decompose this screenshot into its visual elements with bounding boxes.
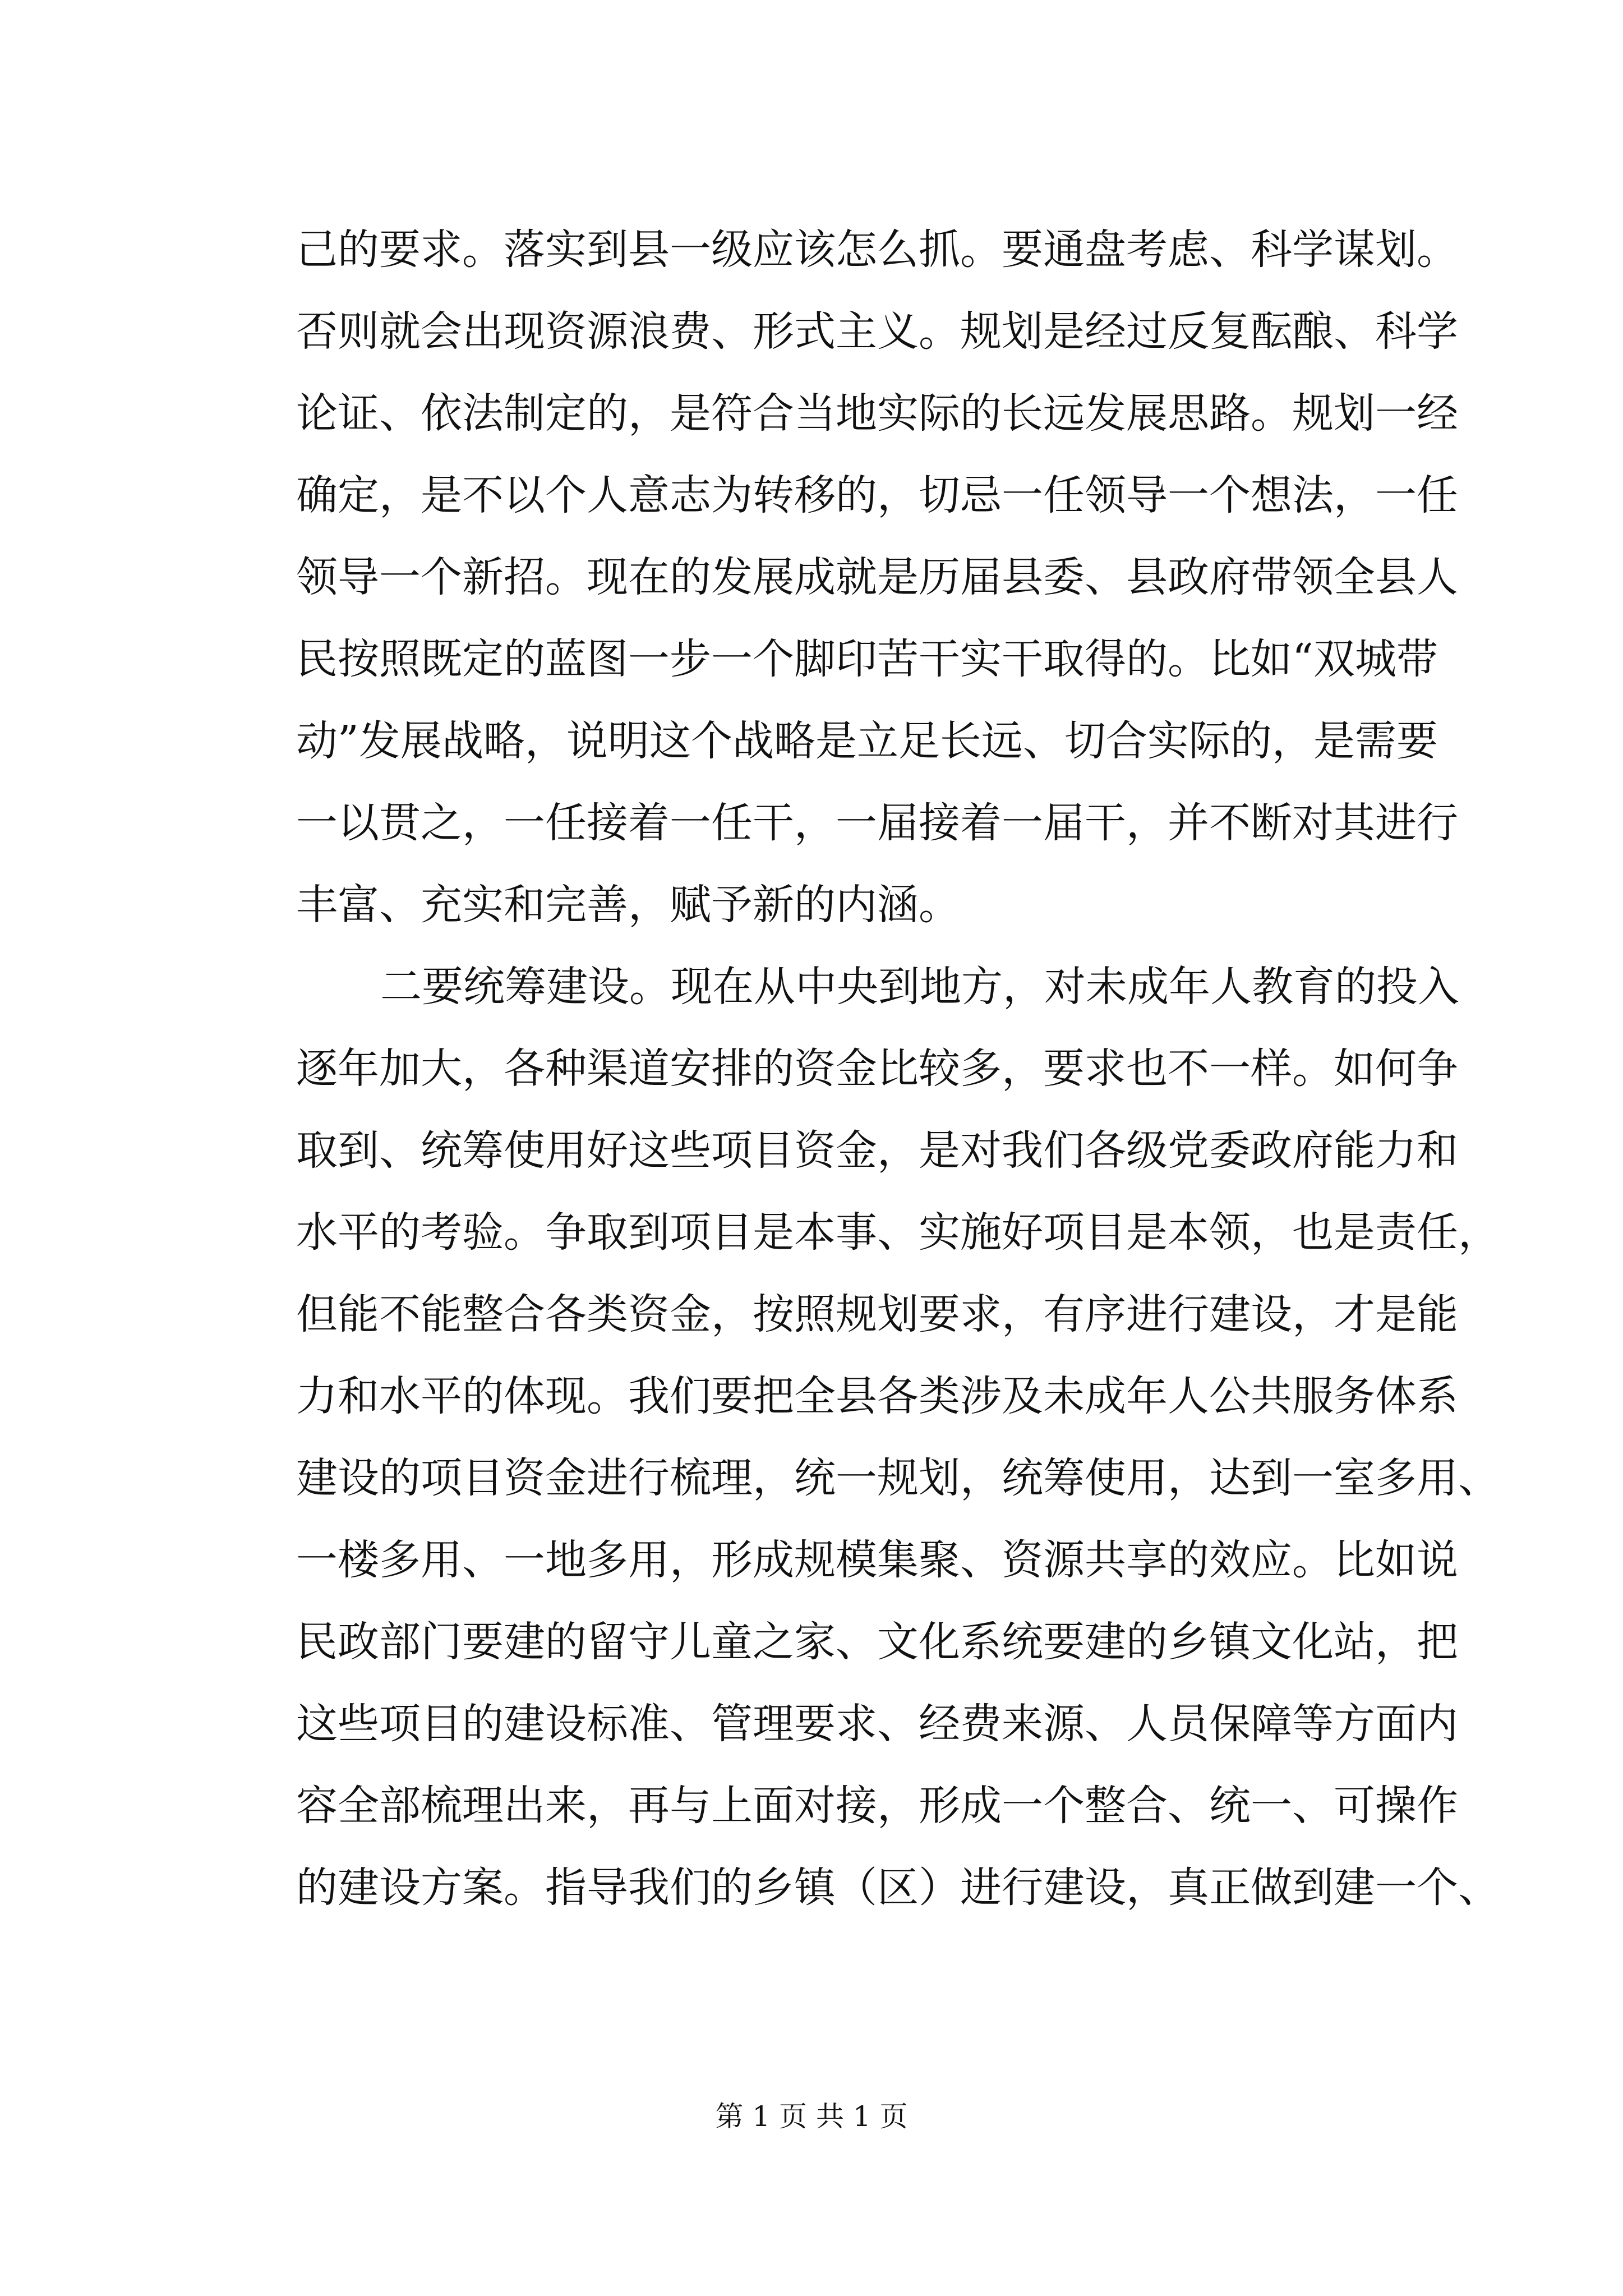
text-line: 水平的考验。争取到项目是本事、实施好项目是本领，也是责任， (296, 1208, 1500, 1257)
text-line: 确定，是不以个人意志为转移的，切忌一任领导一个想法，一任 (296, 471, 1458, 519)
text-line: 这些项目的建设标准、管理要求、经费来源、人员保障等方面内 (296, 1700, 1458, 1748)
text-line: 民按照既定的蓝图一步一个脚印苦干实干取得的。比如“双城带 (296, 635, 1438, 683)
text-line: 己的要求。落实到县一级应该怎么抓。要通盘考虑、科学谋划。 (296, 226, 1458, 274)
text-line: 一以贯之，一任接着一任干，一届接着一届干，并不断对其进行 (296, 799, 1458, 847)
paragraph-start-line: 二要统筹建设。现在从中央到地方，对未成年人教育的投入 (380, 963, 1459, 1011)
text-line: 民政部门要建的留守儿童之家、文化系统要建的乡镇文化站，把 (296, 1618, 1458, 1666)
text-line: 动”发展战略，说明这个战略是立足长远、切合实际的，是需要 (296, 717, 1438, 765)
text-line: 否则就会出现资源浪费、形式主义。规划是经过反复酝酿、科学 (296, 307, 1458, 356)
text-line: 但能不能整合各类资金，按照规划要求，有序进行建设，才是能 (296, 1290, 1458, 1338)
text-line: 取到、统筹使用好这些项目资金，是对我们各级党委政府能力和 (296, 1126, 1458, 1175)
text-line: 逐年加大，各种渠道安排的资金比较多，要求也不一样。如何争 (296, 1045, 1458, 1093)
text-line: 的建设方案。指导我们的乡镇（区）进行建设，真正做到建一个、 (296, 1864, 1500, 1912)
text-line: 论证、依法制定的，是符合当地实际的长远发展思路。规划一经 (296, 389, 1458, 438)
text-line: 容全部梳理出来，再与上面对接，形成一个整合、统一、可操作 (296, 1782, 1458, 1830)
text-line: 一楼多用、一地多用，形成规模集聚、资源共享的效应。比如说 (296, 1536, 1458, 1584)
text-line: 丰富、充实和完善，赋予新的内涵。 (296, 881, 960, 929)
text-line: 力和水平的体现。我们要把全县各类涉及未成年人公共服务体系 (296, 1372, 1458, 1420)
page-number-label: 第 1 页 共 1 页 (715, 2100, 908, 2133)
page-footer (0, 2097, 1623, 2136)
text-line: 领导一个新招。现在的发展成就是历届县委、县政府带领全县人 (296, 553, 1458, 601)
text-line: 建设的项目资金进行梳理，统一规划，统筹使用，达到一室多用、 (296, 1454, 1500, 1502)
body-text (296, 209, 1500, 1929)
